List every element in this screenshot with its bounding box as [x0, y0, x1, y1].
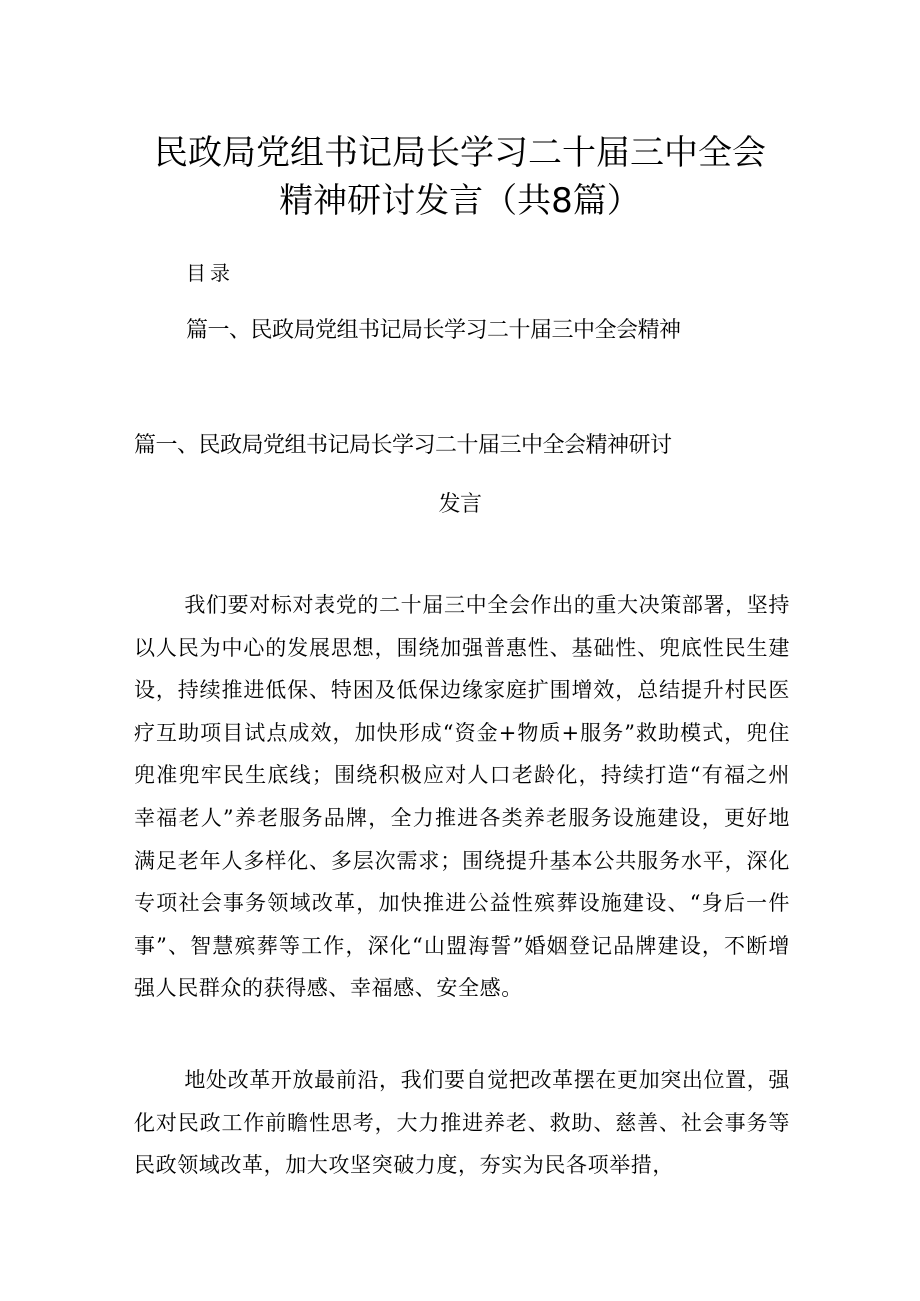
toc-item: 篇一、民政局党组书记局长学习二十届三中全会精神 — [186, 318, 681, 343]
table-of-contents-label: 目录 — [186, 261, 234, 285]
section-heading-line-1: 篇一、民政局党组书记局长学习二十届三中全会精神研讨 — [134, 433, 672, 458]
section-heading-line-2: 发言 — [438, 492, 482, 517]
document-title-line-2: 精神研讨发言（共8篇） — [279, 181, 641, 221]
body-paragraph: 我们要对标对表党的二十届三中全会作出的重大决策部署，坚持以人民为中心的发展思想，围绕加强普惠性、基础性、兜底性民生建设，持续推进低保、特困及低保边缘家庭扩围增效，总结提升村民医疗互助项目试点成效，加快形成“资金+物质+服务”救助模式，兜住兜准兜牢民生底线；围绕积极应对人口老龄化，持续打造“有福之州幸福老人”养老服务品牌，全力推进各类养老服务设施建设，更好地满足老年人多样化、多层次需求；围绕提升基本公共服务水平，深化专项社会事务领域改革，加快推进公益性殡葬设施建设、“身后一件事”、智慧殡葬等工作，深化“山盟海誓”婚姻登记品牌建设，不断增强人民群众的获得感、幸福感、安全感。 — [134, 593, 790, 1001]
document-title-line-1: 民政局党组书记局长学习二十届三中全会 — [154, 133, 766, 173]
body-paragraph: 地处改革开放最前沿，我们要自觉把改革摆在更加突出位置，强化对民政工作前瞻性思考，大力推进养老、救助、慈善、社会事务等民政领域改革，加大攻坚突破力度，夯实为民各项举措， — [134, 1068, 790, 1178]
